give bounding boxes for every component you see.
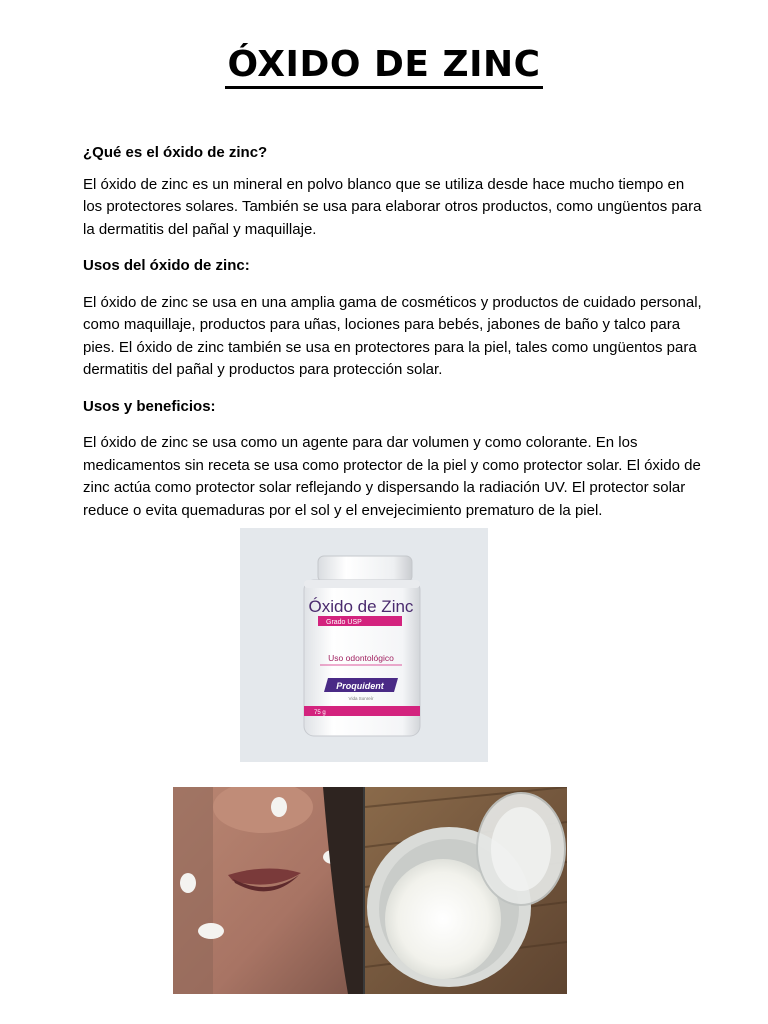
weight-text: 75 g xyxy=(314,710,326,716)
skin-cream-photo xyxy=(173,787,567,994)
product-jar-illustration xyxy=(240,528,488,762)
document-body xyxy=(83,142,707,534)
brand-subtext: Vida Sonreír xyxy=(348,696,374,701)
product-jar-image xyxy=(240,528,488,762)
section-what-is xyxy=(83,142,707,241)
section-paragraph: El óxido de zinc se usa en una amplia gama de cosméticos y productos de cuidado personal, como maquillaje, productos para uñas, lociones para bebés, jabones de baño y talco para pies. El óxido de zinc también se usa en protectores para la piel, tales como ungüentos para dermatitis del pañal y productos para protección solar. xyxy=(83,293,702,378)
use-text: Uso odontológico xyxy=(328,653,394,663)
section-heading: Usos y beneficios: xyxy=(83,397,216,415)
grade-text: Grado USP xyxy=(326,619,362,626)
page-title: ÓXIDO DE ZINC xyxy=(0,44,768,89)
section-heading: Usos del óxido de zinc: xyxy=(83,257,250,274)
section-uses xyxy=(83,255,707,382)
section-heading: ¿Qué es el óxido de zinc? xyxy=(83,144,268,161)
brand-text: Proquident xyxy=(336,681,384,691)
product-name-text: Óxido de Zinc xyxy=(308,597,414,616)
section-paragraph: El óxido de zinc se usa como un agente para dar volumen y como colorante. En los medicamentos sin receta se usa como protector de la piel y como protector solar. El óxido de zinc actúa como protector solar reflejando y dispersando la radiación UV. El protector solar reduce o evita quemaduras por el sol y el envejecimiento prematuro de la piel. xyxy=(83,434,701,519)
skin-cream-illustration xyxy=(173,787,567,994)
section-paragraph: El óxido de zinc es un mineral en polvo blanco que se utiliza desde hace mucho tiempo en los protectores solares. También se usa para elaborar otros productos, como ungüentos para la dermatitis del pañal y maquillaje. xyxy=(83,175,702,238)
section-benefits xyxy=(83,396,707,523)
